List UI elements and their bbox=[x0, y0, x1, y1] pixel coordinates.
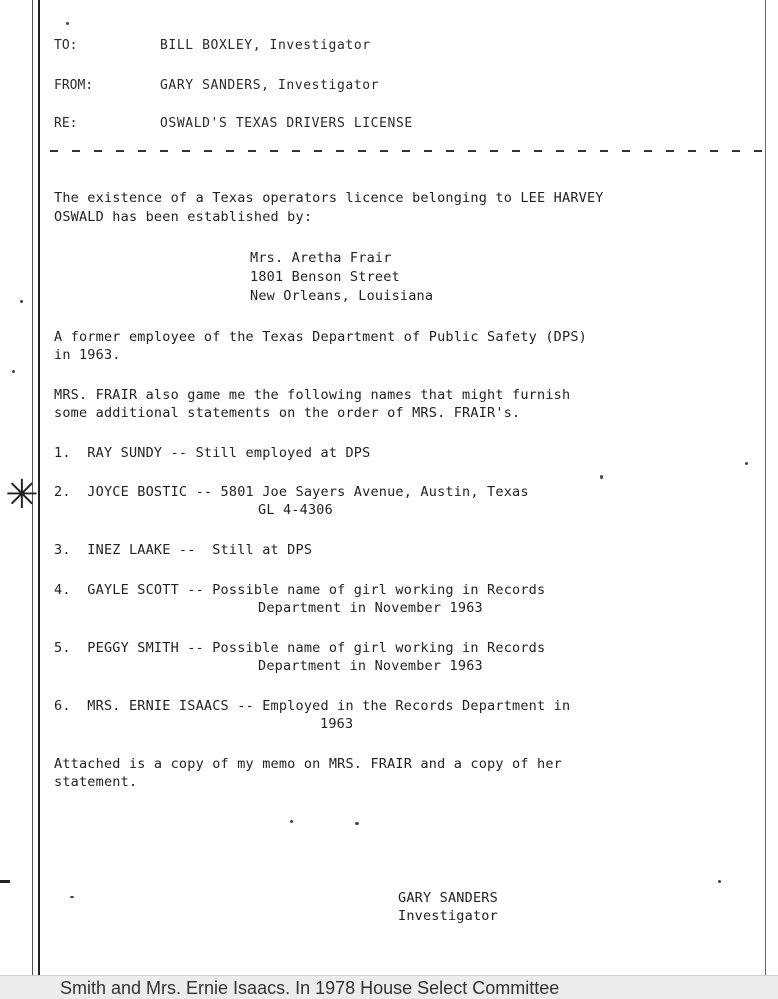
frair-line-2: some additional statements on the order of MRS. FRAIR's. bbox=[54, 405, 521, 421]
scan-speck bbox=[355, 822, 359, 825]
list-item-2-phone: GL 4-4306 bbox=[258, 502, 333, 518]
signature-title: Investigator bbox=[398, 908, 498, 924]
scan-speck bbox=[12, 370, 15, 373]
scan-speck bbox=[290, 820, 293, 823]
scan-speck bbox=[66, 22, 69, 25]
margin-mark bbox=[0, 880, 10, 883]
address-name: Mrs. Aretha Frair bbox=[250, 250, 392, 266]
header-divider bbox=[50, 150, 765, 152]
scan-speck bbox=[70, 896, 74, 898]
list-item-3: 3. INEZ LAAKE -- Still at DPS bbox=[54, 542, 313, 558]
list-item-5-cont: Department in November 1963 bbox=[258, 658, 483, 674]
scan-speck bbox=[600, 475, 603, 479]
margin-rule-right bbox=[765, 0, 766, 975]
margin-asterisk-mark: ✳ bbox=[5, 472, 39, 518]
list-item-1: 1. RAY SUNDY -- Still employed at DPS bbox=[54, 445, 371, 461]
footer-caption-text: Smith and Mrs. Ernie Isaacs. In 1978 House Select Committee bbox=[60, 978, 560, 998]
list-item-6-cont: 1963 bbox=[320, 716, 354, 732]
list-item-4-cont: Department in November 1963 bbox=[258, 600, 483, 616]
address-street: 1801 Benson Street bbox=[250, 269, 400, 285]
to-value: BILL BOXLEY, Investigator bbox=[160, 38, 371, 53]
from-label: FROM: bbox=[54, 78, 94, 93]
frair-line-1: MRS. FRAIR also game me the following names that might furnish bbox=[54, 387, 571, 403]
list-item-2: 2. JOYCE BOSTIC -- 5801 Joe Sayers Avenue, Austin, Texas bbox=[54, 484, 529, 500]
from-value: GARY SANDERS, Investigator bbox=[160, 78, 380, 93]
list-item-5: 5. PEGGY SMITH -- Possible name of girl working in Records bbox=[54, 640, 546, 656]
re-label: RE: bbox=[54, 116, 78, 131]
to-label: TO: bbox=[54, 38, 78, 53]
re-value: OSWALD'S TEXAS DRIVERS LICENSE bbox=[160, 116, 413, 131]
former-line-2: in 1963. bbox=[54, 347, 121, 363]
intro-line-2: OSWALD has been established by: bbox=[54, 209, 313, 225]
list-item-6: 6. MRS. ERNIE ISAACS -- Employed in the Records Department in bbox=[54, 698, 571, 714]
scan-speck bbox=[718, 880, 721, 883]
signature-name: GARY SANDERS bbox=[398, 890, 498, 906]
attached-line-2: statement. bbox=[54, 774, 138, 790]
attached-line-1: Attached is a copy of my memo on MRS. FRAIR and a copy of her bbox=[54, 756, 562, 772]
scan-speck bbox=[745, 462, 748, 465]
list-item-4: 4. GAYLE SCOTT -- Possible name of girl working in Records bbox=[54, 582, 546, 598]
footer-caption-strip bbox=[0, 975, 778, 999]
intro-line-1: The existence of a Texas operators licence belonging to LEE HARVEY bbox=[54, 190, 604, 206]
address-city: New Orleans, Louisiana bbox=[250, 288, 434, 304]
former-line-1: A former employee of the Texas Department of Public Safety (DPS) bbox=[54, 329, 587, 345]
scan-speck bbox=[20, 300, 23, 303]
